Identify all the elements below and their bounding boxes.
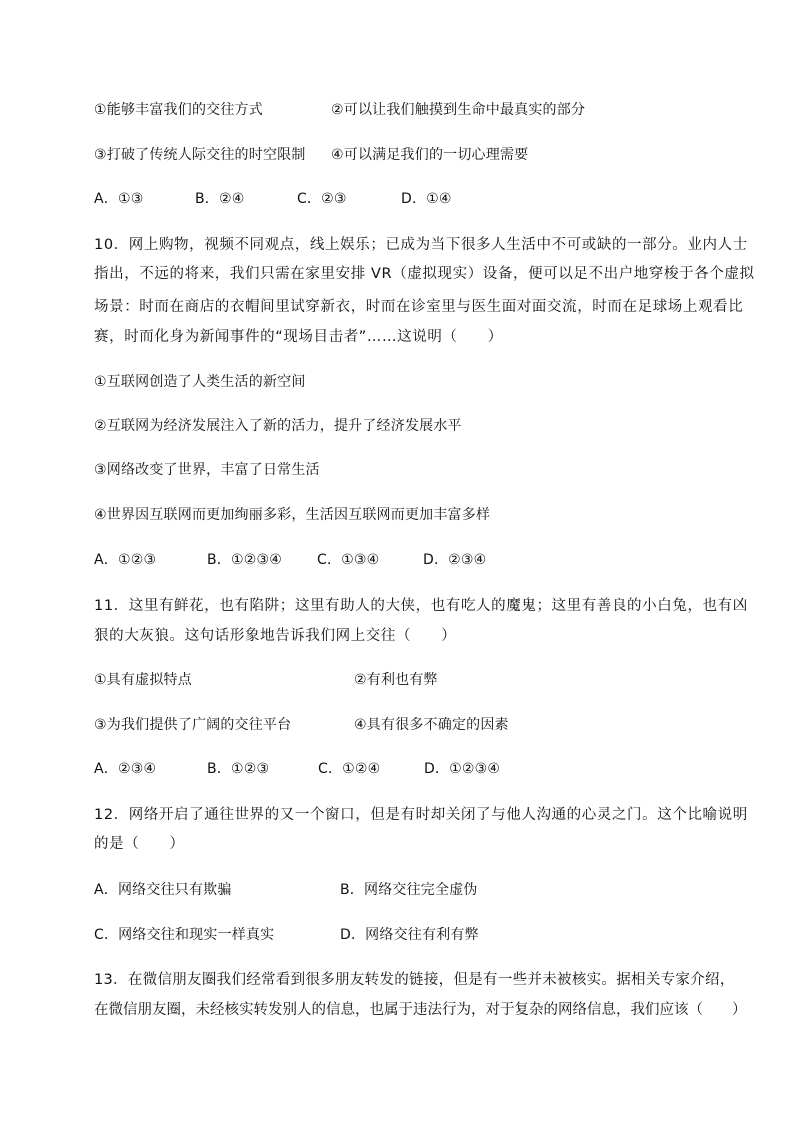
q11-option-4: ④具有很多不确定的因素 — [354, 717, 509, 733]
q12-option-a: A．网络交往只有欺骗 — [94, 882, 232, 898]
q11-option-row-2 — [94, 715, 509, 735]
q9-option-4: ④可以满足我们的一切心理需要 — [331, 147, 529, 163]
q11-answer-d: D．①②③④ — [424, 761, 501, 777]
q11-option-2: ②有利也有弊 — [354, 672, 438, 688]
q12-option-b: B．网络交往完全虚伪 — [340, 882, 478, 898]
q10-answer-a: A．①②③ — [94, 552, 157, 568]
q10-answer-b: B．①②③④ — [207, 552, 283, 568]
q10-option-2: ②互联网为经济发展注入了新的活力，提升了经济发展水平 — [94, 418, 462, 434]
q9-answer-d: D．①④ — [401, 191, 452, 207]
q10-answer-c: C．①③④ — [317, 552, 380, 568]
q11-option-1: ①具有虚拟特点 — [94, 672, 192, 688]
q12-option-row-2 — [94, 925, 479, 945]
q12-stem-line-2: 的是（ ） — [94, 836, 185, 852]
q12-stem-line-1: 12．网络开启了通往世界的又一个窗口，但是有时却关闭了与他人沟通的心灵之门。这个比喻说明 — [94, 807, 748, 823]
q11-answer-c: C．①②④ — [318, 761, 381, 777]
q10-stem-line-4: 赛，时而化身为新闻事件的“现场目击者”……这说明（ ） — [94, 329, 503, 345]
q9-option-1: ①能够丰富我们的交往方式 — [94, 102, 263, 118]
q13-stem-line-2: 在微信朋友圈，未经核实转发别人的信息，也属于违法行为，对于复杂的网络信息，我们应该（ ） — [94, 1002, 747, 1018]
q11-stem-line-2: 狠的大灰狼。这句话形象地告诉我们网上交往（ ） — [94, 628, 457, 644]
q12-option-row-1 — [94, 880, 478, 900]
q9-option-row-2 — [94, 145, 529, 165]
q12-option-d: D．网络交往有利有弊 — [340, 927, 479, 943]
q11-answer-a: A．②③④ — [94, 761, 157, 777]
q11-stem-line-1: 11．这里有鲜花，也有陷阱；这里有助人的大侠，也有吃人的魔鬼；这里有善良的小白兔，也有凶 — [94, 598, 748, 614]
q10-answer-d: D．②③④ — [423, 552, 487, 568]
q9-answer-a: A．①③ — [94, 191, 144, 207]
q10-option-4: ④世界因互联网而更加绚丽多彩，生活因互联网而更加丰富多样 — [94, 507, 491, 523]
q9-option-2: ②可以让我们触摸到生命中最真实的部分 — [331, 102, 586, 118]
q9-answer-b: B．②④ — [195, 191, 245, 207]
q12-option-c: C．网络交往和现实一样真实 — [94, 927, 275, 943]
q9-option-3: ③打破了传统人际交往的时空限制 — [94, 147, 306, 163]
q10-stem-line-3: 场景：时而在商店的衣帽间里试穿新衣，时而在诊室里与医生面对面交流，时而在足球场上观看比 — [94, 299, 744, 315]
q9-option-row-1 — [94, 100, 586, 120]
q10-stem-line-2: 指出，不远的将来，我们只需在家里安排 VR（虚拟现实）设备，便可以足不出户地穿梭于各个虚拟 — [94, 266, 755, 282]
q11-option-3: ③为我们提供了广阔的交往平台 — [94, 717, 292, 733]
q9-answer-c: C．②③ — [297, 191, 347, 207]
q10-stem-line-1: 10．网上购物，视频不同观点，线上娱乐；已成为当下很多人生活中不可或缺的一部分。业内人士 — [94, 237, 748, 253]
q10-option-1: ①互联网创造了人类生活的新空间 — [94, 374, 306, 390]
q10-option-3: ③网络改变了世界，丰富了日常生活 — [94, 462, 320, 478]
q11-option-row-1 — [94, 670, 438, 690]
q11-answer-b: B．①②③ — [207, 761, 270, 777]
q13-stem-line-1: 13．在微信朋友圈我们经常看到很多朋友转发的链接，但是有一些并未被核实。据相关专家介绍， — [94, 972, 735, 988]
